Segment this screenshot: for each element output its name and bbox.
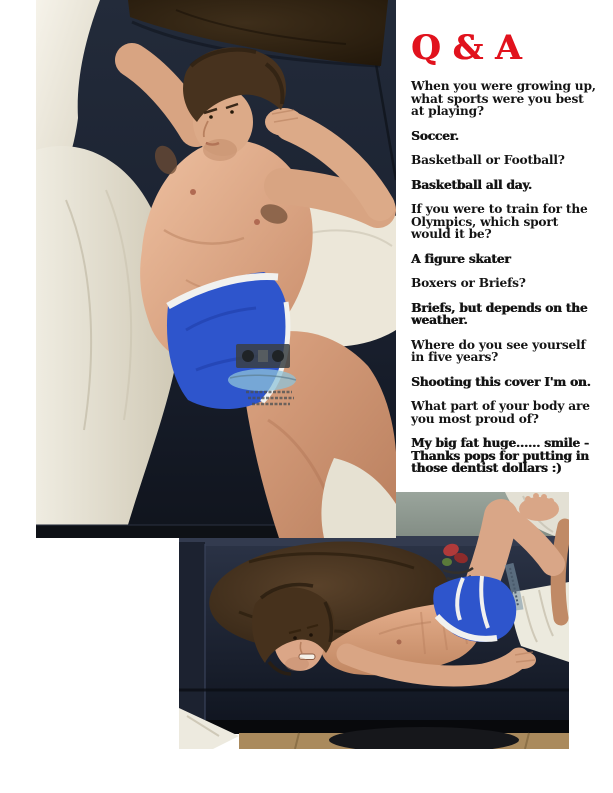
answer-text: Shooting this cover I'm on. xyxy=(411,374,591,389)
page-title: Q & A xyxy=(411,28,522,68)
question-text: Where do you see yourself in five years? xyxy=(411,337,586,364)
answer-text: Basketball all day. xyxy=(411,177,532,192)
question-text: What part of your body are you most proud of? xyxy=(411,399,590,426)
question-text: When you were growing up, what sports were you best at playing? xyxy=(411,79,596,118)
qa-column xyxy=(411,28,599,487)
question-text: If you were to train for the Olympics, which sport would it be? xyxy=(411,202,588,241)
photo-main xyxy=(36,0,396,538)
question-text: Basketball or Football? xyxy=(411,153,565,167)
photo-main-illustration xyxy=(36,0,396,538)
answer-text: My big fat huge...... smile - Thanks pops for putting in those dentist dollars :) xyxy=(411,436,589,475)
answer-text: Soccer. xyxy=(411,128,459,143)
answer-text: Briefs, but depends on the weather. xyxy=(411,300,588,327)
question-text: Boxers or Briefs? xyxy=(411,276,526,290)
answer-text: A figure skater xyxy=(411,251,511,266)
